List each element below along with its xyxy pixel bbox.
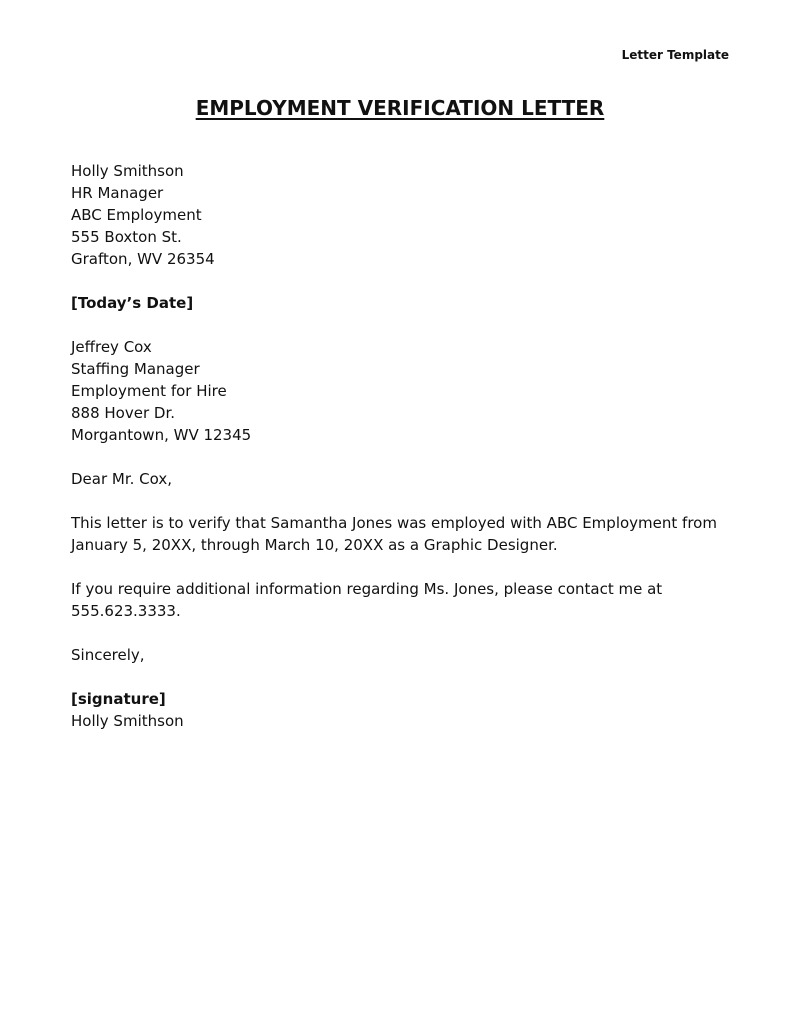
sender-block <box>71 160 731 270</box>
recipient-block <box>71 336 731 446</box>
salutation: Dear Mr. Cox, <box>71 470 173 488</box>
recipient-name: Jeffrey Cox <box>71 338 152 356</box>
sender-name: Holly Smithson <box>71 162 184 180</box>
sender-company: ABC Employment <box>71 206 202 224</box>
recipient-city-state-zip: Morgantown, WV 12345 <box>71 426 252 444</box>
recipient-company: Employment for Hire <box>71 382 227 400</box>
paragraph-verification-line-1: This letter is to verify that Samantha Jones was employed with ABC Employment from <box>71 514 717 532</box>
sender-position: HR Manager <box>71 184 164 202</box>
letter-title: EMPLOYMENT VERIFICATION LETTER <box>195 96 605 120</box>
date-placeholder: [Today’s Date] <box>71 294 194 312</box>
paragraph-contact-line-1: If you require additional information regarding Ms. Jones, please contact me at <box>71 580 663 598</box>
signer-name: Holly Smithson <box>71 712 184 730</box>
recipient-position: Staffing Manager <box>71 360 200 378</box>
sender-city-state-zip: Grafton, WV 26354 <box>71 250 215 268</box>
sender-street: 555 Boxton St. <box>71 228 182 246</box>
closing: Sincerely, <box>71 646 145 664</box>
recipient-street: 888 Hover Dr. <box>71 404 176 422</box>
paragraph-contact <box>71 578 731 622</box>
paragraph-contact-line-2: 555.623.3333. <box>71 602 181 620</box>
paragraph-verification-line-2: January 5, 20XX, through March 10, 20XX as a Graphic Designer. <box>71 536 558 554</box>
paragraph-verification <box>71 512 731 556</box>
signature-placeholder: [signature] <box>71 690 166 708</box>
letter-template-label: Letter Template <box>621 48 729 62</box>
letter-body <box>71 160 731 732</box>
